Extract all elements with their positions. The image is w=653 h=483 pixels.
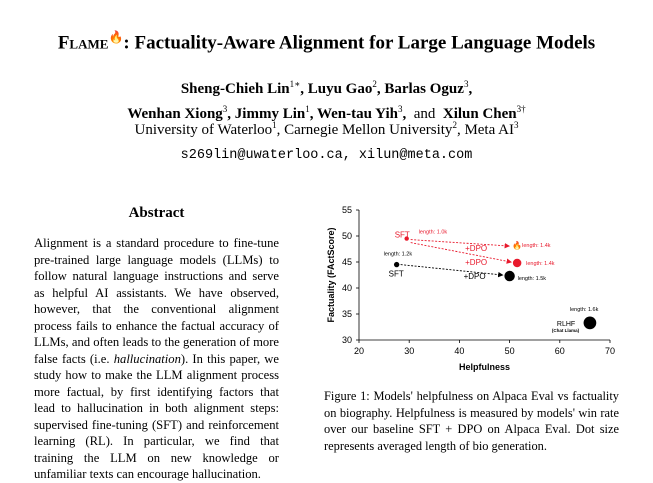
label-flame-dpo-top: +DPO (465, 244, 488, 254)
affiliations: University of Waterloo$^1$, Carnegie Mellon University$^2$, Meta $AI^3$ (134, 120, 519, 138)
label-flame-dpo: +DPO (465, 258, 488, 268)
paper-title (0, 30, 653, 54)
author-line-2: Wenhan Xiong$^3$, Jimmy Lin$^1$, Wen-tau Yih$^3$, and Xilun Chen$^{3\dagger}$ (127, 104, 526, 122)
author-name: Wen-tau Yih (316, 106, 398, 122)
label-flame-sft: SFT (394, 230, 410, 240)
affiliation-name: University of Waterloo (134, 122, 273, 138)
label-rlhf: RLHF (556, 320, 576, 328)
length-flame-dpo-top: length: 1.4k (522, 243, 551, 250)
abstract-italic: hallucination (113, 351, 181, 366)
label-sft: SFT (388, 269, 404, 279)
sublabel-rlhf: (Chat Llama) (551, 327, 580, 333)
point-flame-dpo (513, 259, 522, 268)
author-name: Luyu Gao (307, 81, 373, 97)
y-tick-label: 45 (341, 257, 352, 267)
flame-icon: 🔥 (512, 241, 523, 251)
length-flame-sft: length: 1.0k (418, 229, 448, 236)
author-sup: 3 (463, 79, 469, 89)
author-sup: 3 (222, 104, 228, 114)
abstract-text: Alignment is a standard procedure to fine-tune pre-trained large language models (LLMs) to follow natural language instructions and serve as helpful AI assistants. We have observed, however, that the conventional alignment process fails to enhance the factual accuracy of LLMs, and often leads to the generation of more false facts (i.e. (34, 236, 279, 366)
author-name: Wenhan Xiong (127, 106, 223, 122)
y-tick-label: 30 (341, 335, 352, 345)
flame-icon: 🔥 (108, 30, 124, 44)
length-sft-dpo: length: 1.5k (517, 276, 547, 283)
email-line: s269lin@uwaterloo.ca, xilun@meta.com (180, 148, 473, 163)
y-tick-label: 55 (341, 205, 352, 215)
author-name: Sheng-Chieh Lin (180, 81, 290, 97)
sft-arrow (401, 265, 503, 275)
author-sup: 3 (397, 104, 403, 114)
author-sup: 1∗ (289, 79, 301, 89)
title-name: Flame (57, 32, 109, 54)
point-sft-dpo (504, 271, 514, 281)
x-tick-label: 40 (454, 346, 465, 356)
scatter-chart (320, 200, 620, 382)
x-axis-label: Helpfulness (458, 362, 511, 372)
y-tick-label: 40 (341, 283, 352, 293)
affiliation-name: Carnegie Mellon University (284, 122, 453, 138)
label-sft-dpo: +DPO (463, 272, 486, 282)
point-rlhf (584, 316, 597, 329)
length-sft: length: 1.2k (383, 251, 413, 258)
author-name: Jimmy Lin (234, 106, 306, 122)
author-sup: 3† (516, 104, 526, 114)
affiliation-sup: 3 (514, 120, 519, 130)
abstract-heading: Abstract (128, 205, 185, 221)
abstract-text: ). In this paper, we study how to make the LLM alignment process more factual, by first identifying factors that lead to hallucination in both alignment steps: supervised fine-tuning (SFT) and reinforcement learning (RL). In particular, we find that training the LLM on new knowledge or unfamiliar texts can encourage hallucination. (34, 351, 279, 481)
x-tick-label: 60 (554, 346, 565, 356)
x-tick-label: 30 (404, 346, 415, 356)
figure-1 (320, 200, 620, 387)
y-tick-label: 35 (341, 309, 352, 319)
author-line-1: Sheng-Chieh Lin$^{1∗}$, Luyu Gao$^2$, Barlas Oguz$^3$, (180, 79, 473, 97)
affiliation-sup: 1 (272, 120, 277, 130)
author-name: Barlas Oguz (384, 81, 464, 97)
y-axis-label: Factuality (FActScore) (326, 227, 336, 323)
figure-caption: Figure 1: Models' helpfulness on Alpaca Eval vs factuality on biography. Helpfulness is measured by models' win rate over our baseline SFT + DPO on Alpaca Eval. Dot size represents averaged length of bio generation. (324, 389, 619, 453)
length-rlhf: length: 1.6k (569, 306, 599, 313)
abstract-body (34, 235, 279, 483)
affiliation-name: Meta AI (464, 122, 515, 138)
point-sft (394, 262, 399, 267)
y-tick-label: 50 (341, 231, 352, 241)
author-sup: 1 (305, 104, 310, 114)
author-list (0, 74, 653, 124)
author-name: Xilun Chen (442, 106, 517, 122)
length-flame-dpo: length: 1.4k (526, 261, 555, 268)
x-tick-label: 70 (604, 346, 616, 356)
x-tick-label: 20 (353, 346, 365, 356)
x-tick-label: 50 (504, 346, 515, 356)
affiliation-sup: 2 (452, 120, 457, 130)
author-sup: 2 (372, 79, 377, 89)
author-and: and (413, 106, 436, 122)
title-rest: : Factuality-Aware Alignment for Large Language Models (123, 32, 596, 54)
